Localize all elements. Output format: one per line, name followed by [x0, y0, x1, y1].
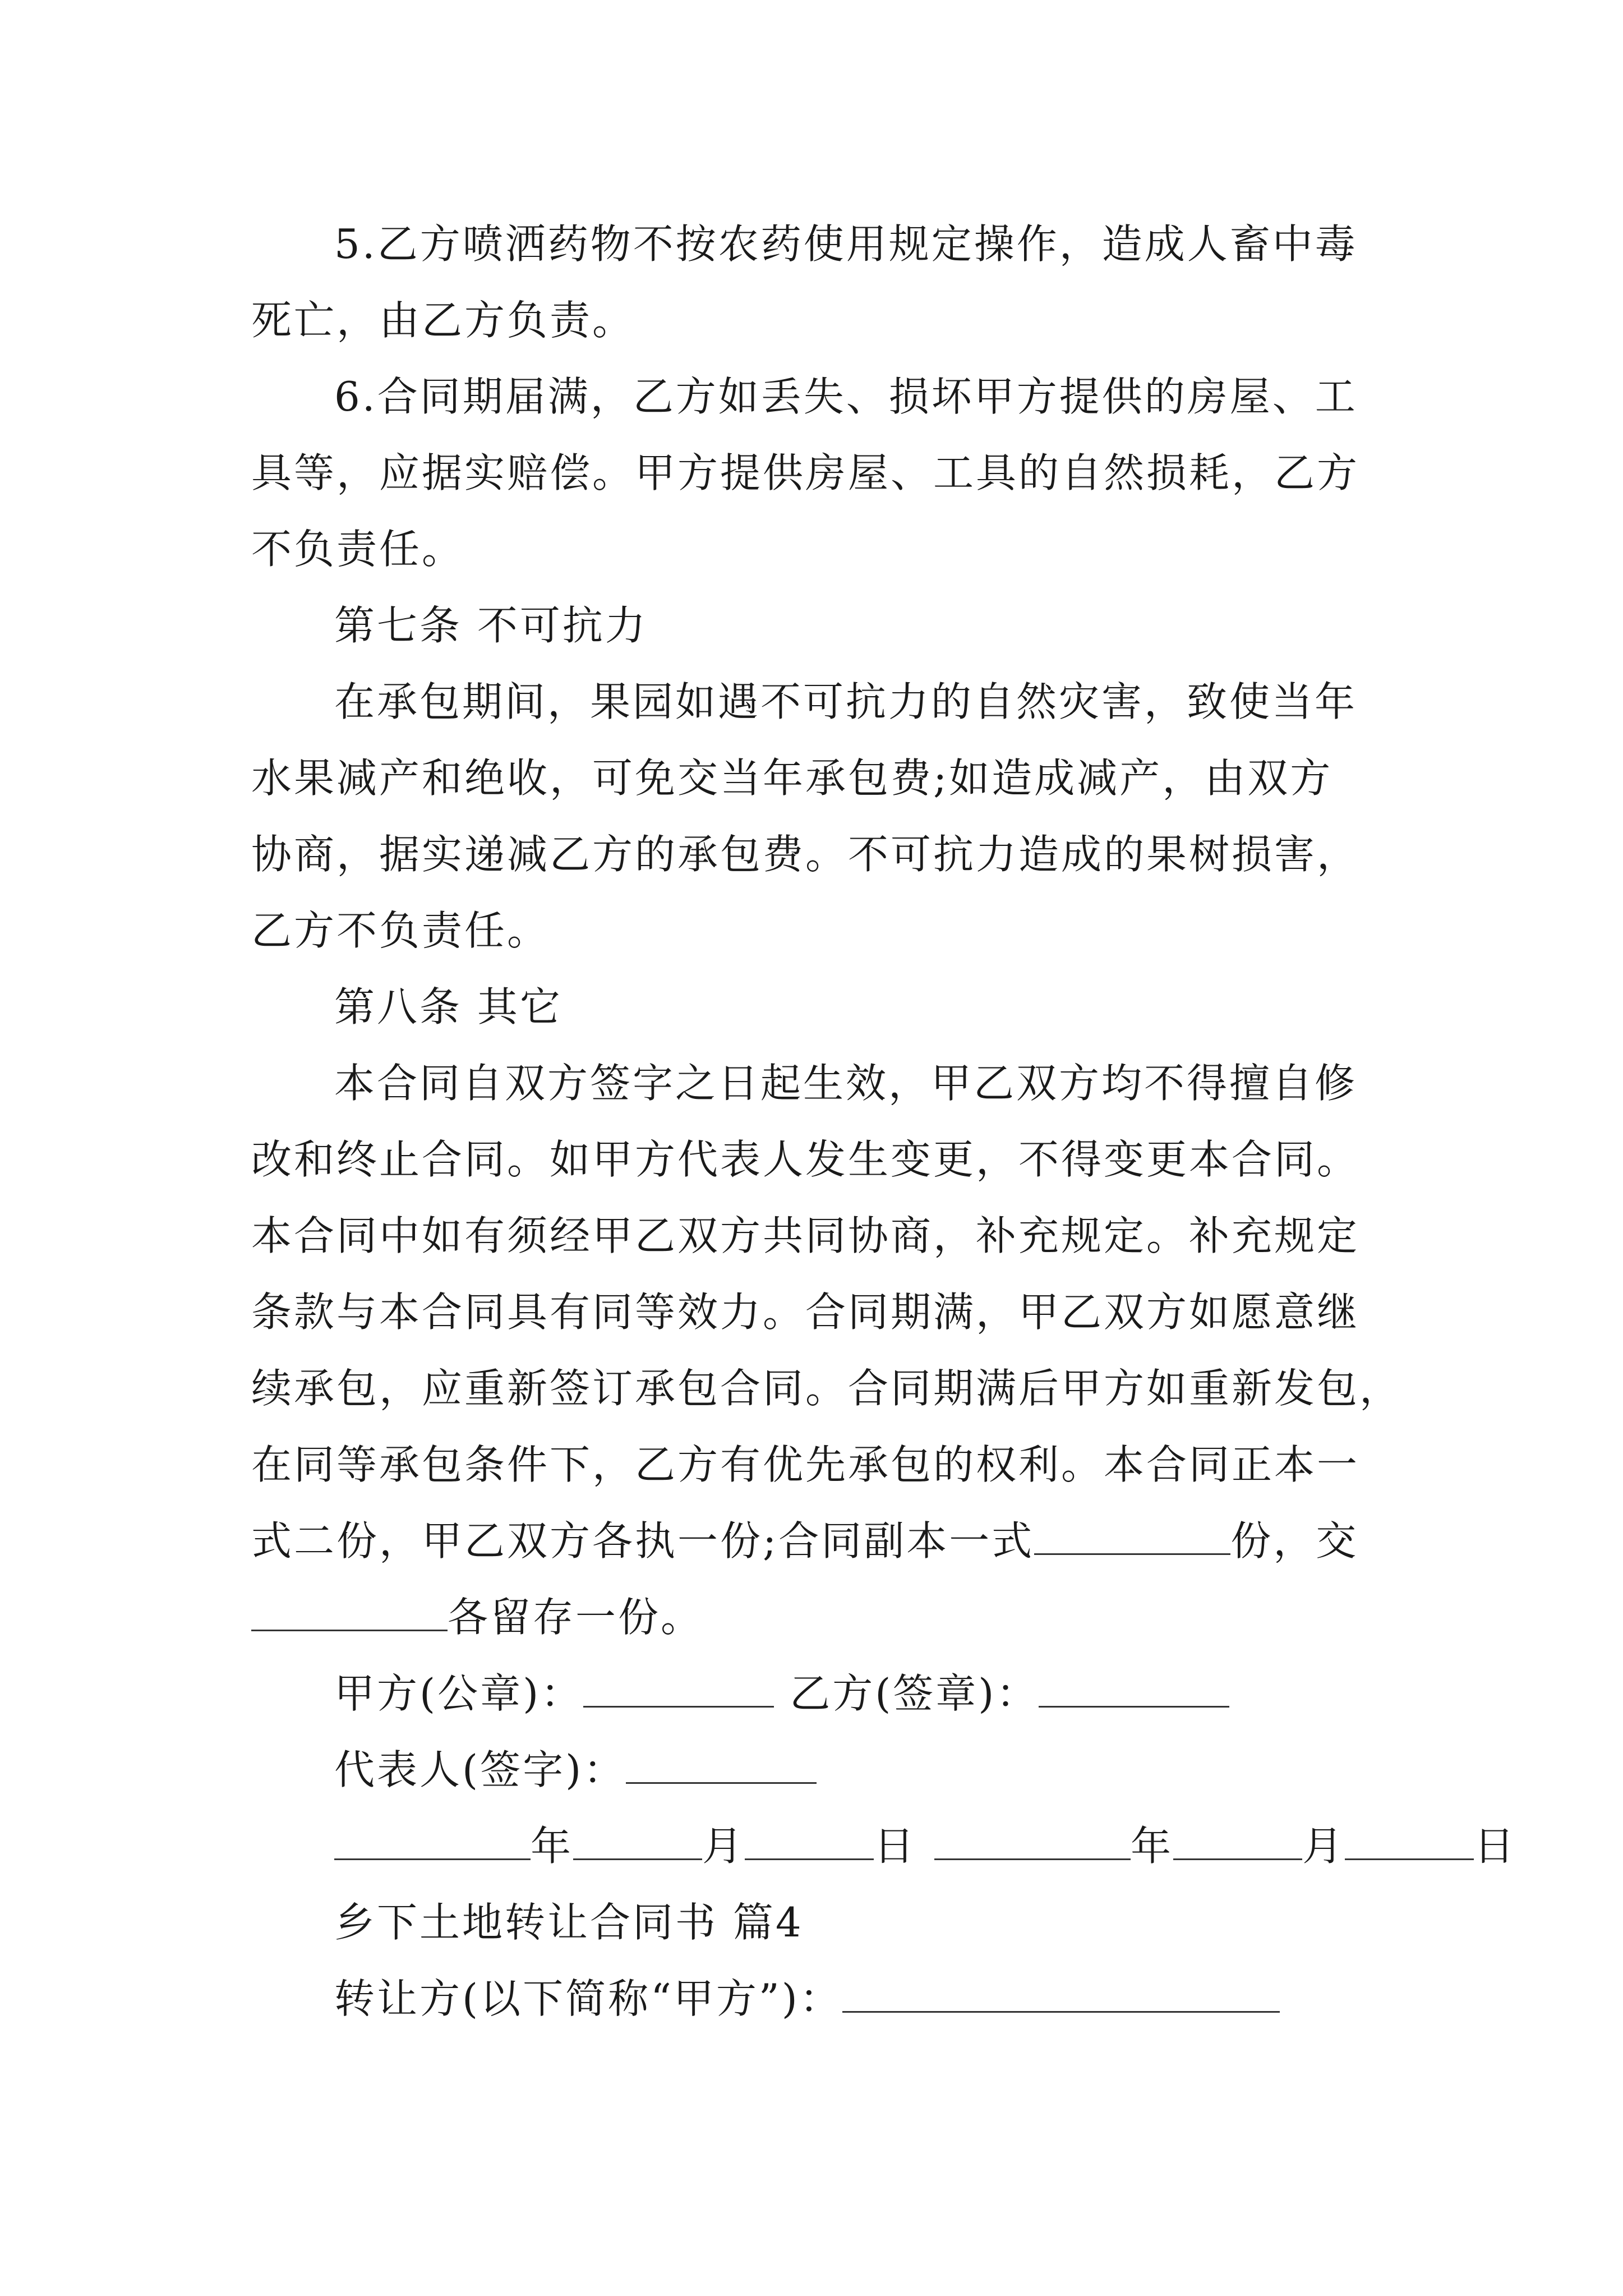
article-8-line-2: 改和终止合同。如甲方代表人发生变更，不得变更本合同。	[251, 1136, 1360, 1183]
date-line	[334, 1821, 1516, 1871]
party-a-day-label: 日	[874, 1823, 917, 1870]
article-8-line-5: 续承包，应重新签订承包合同。合同期满后甲方如重新发包，	[251, 1365, 1403, 1412]
party-b-day-label: 日	[1474, 1823, 1517, 1870]
keep-text: 各留存一份。	[448, 1594, 704, 1641]
representative-line	[334, 1745, 817, 1795]
article-8-line-4: 条款与本合同具有同等效力。合同期满，甲乙双方如愿意继	[251, 1289, 1360, 1336]
transferor-line	[334, 1973, 1280, 2024]
transferor-label: 转让方(以下简称“甲方”)：	[334, 1975, 842, 2022]
party-b-year-blank[interactable]	[934, 1821, 1131, 1860]
party-a-day-blank[interactable]	[745, 1821, 874, 1860]
article-8-heading: 第八条 其它	[334, 983, 562, 1030]
party-b-day-blank[interactable]	[1345, 1821, 1474, 1860]
clause-5-line-2: 死亡，由乙方负责。	[251, 297, 635, 344]
party-b-year-label: 年	[1131, 1823, 1174, 1870]
party-b-month-label: 月	[1302, 1823, 1345, 1870]
clause-6-line-2: 具等，应据实赔偿。甲方提供房屋、工具的自然损耗，乙方	[251, 449, 1360, 496]
signature-parties-line	[334, 1668, 1229, 1719]
clause-6-line-3: 不负责任。	[251, 526, 465, 573]
article-8-line-6: 在同等承包条件下，乙方有优先承包的权利。本合同正本一	[251, 1441, 1360, 1488]
party-a-seal-blank[interactable]	[583, 1669, 774, 1708]
representative-signature-blank[interactable]	[626, 1745, 817, 1784]
article-7-line-4: 乙方不负责任。	[251, 907, 550, 954]
article-7-line-3: 协商，据实递减乙方的承包费。不可抗力造成的果树损害，	[251, 831, 1360, 878]
clause-5-line-1: 5.乙方喷洒药物不按农药使用规定操作，造成人畜中毒	[334, 220, 1358, 268]
next-contract-title: 乡下土地转让合同书 篇4	[334, 1899, 804, 1946]
party-a-label: 甲方(公章)：	[334, 1670, 584, 1717]
article-8-line-1: 本合同自双方签字之日起生效，甲乙双方均不得擅自修	[334, 1060, 1358, 1107]
party-a-month-label: 月	[702, 1823, 745, 1870]
party-a-year-label: 年	[531, 1823, 574, 1870]
party-a-year-blank[interactable]	[334, 1821, 531, 1860]
copies-mid-text: 份，交	[1230, 1517, 1359, 1565]
party-b-label: 乙方(签章)：	[790, 1670, 1039, 1717]
clause-6-line-1: 6.合同期届满，乙方如丢失、损坏甲方提供的房屋、工	[334, 373, 1358, 420]
article-7-heading: 第七条 不可抗力	[334, 602, 648, 649]
article-8-line-3: 本合同中如有须经甲乙双方共同协商，补充规定。补充规定	[251, 1212, 1360, 1259]
keep-party-blank[interactable]	[251, 1593, 448, 1631]
party-b-seal-blank[interactable]	[1039, 1669, 1229, 1708]
article-7-line-1: 在承包期间，果园如遇不可抗力的自然灾害，致使当年	[334, 678, 1358, 725]
copies-count-blank[interactable]	[1034, 1516, 1230, 1555]
representative-label: 代表人(签字)：	[334, 1746, 626, 1793]
article-8-line-8	[251, 1592, 703, 1642]
party-b-month-blank[interactable]	[1173, 1821, 1302, 1860]
party-a-month-blank[interactable]	[573, 1821, 702, 1860]
article-8-line-7	[251, 1516, 1358, 1566]
copies-prefix-text: 式二份，甲乙双方各执一份;合同副本一式	[251, 1517, 1035, 1565]
transferor-name-blank[interactable]	[842, 1974, 1280, 2013]
article-7-line-2: 水果减产和绝收，可免交当年承包费;如造成减产，由双方	[251, 754, 1333, 802]
